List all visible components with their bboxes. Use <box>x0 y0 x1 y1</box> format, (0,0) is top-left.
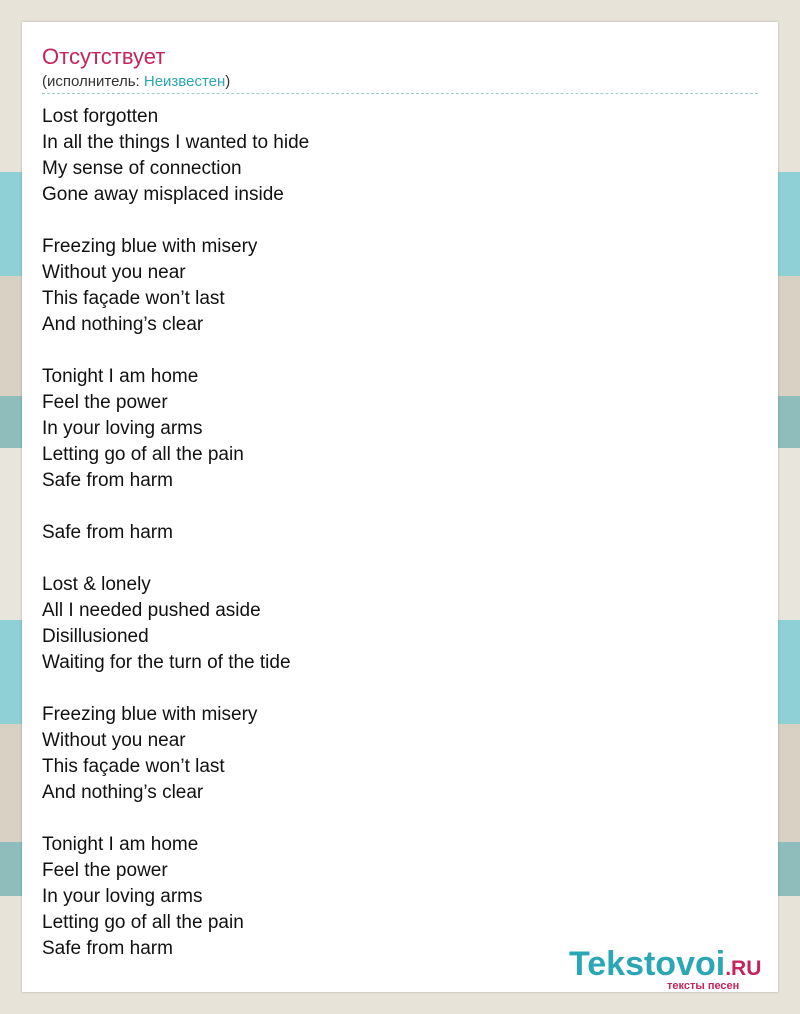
artist-link[interactable]: Неизвестен <box>143 73 226 90</box>
stanza-break <box>42 494 682 520</box>
stanza-break <box>42 676 682 702</box>
lyric-line: Letting go of all the pain <box>42 444 244 465</box>
lyric-line: Without you near <box>42 262 186 283</box>
lyric-line: In all the things I wanted to hide <box>42 132 310 153</box>
stanza-break <box>42 546 682 572</box>
lyric-line: My sense of connection <box>42 158 242 179</box>
lyric-line: Safe from harm <box>42 470 173 491</box>
lyric-line: In your loving arms <box>42 886 203 907</box>
artist-prefix: (исполнитель: <box>42 73 144 90</box>
lyrics-body <box>42 104 682 962</box>
lyric-line: Lost & lonely <box>42 574 151 595</box>
lyric-line: Safe from harm <box>42 522 173 543</box>
stanza-break <box>42 806 682 832</box>
lyric-line: Disillusioned <box>42 626 149 647</box>
lyric-line: Feel the power <box>42 392 168 413</box>
lyric-line: In your loving arms <box>42 418 203 439</box>
lyric-line: And nothing’s clear <box>42 314 204 335</box>
song-title: Отсутствует <box>42 44 166 69</box>
lyric-line: Lost forgotten <box>42 106 159 127</box>
logo-tld: .RU <box>725 957 762 980</box>
lyrics-card <box>22 22 778 992</box>
logo-tagline: тексты песен <box>667 980 740 992</box>
lyric-line: Gone away misplaced inside <box>42 184 284 205</box>
stanza-break <box>42 338 682 364</box>
stanza-break <box>42 208 682 234</box>
logo-brand: Tekstovoi <box>569 945 726 983</box>
site-logo[interactable] <box>569 944 799 994</box>
lyric-line: Tonight I am home <box>42 366 199 387</box>
lyric-line: Without you near <box>42 730 186 751</box>
lyric-line: All I needed pushed aside <box>42 600 261 621</box>
lyric-line: Waiting for the turn of the tide <box>42 652 291 673</box>
lyric-line: Tonight I am home <box>42 834 199 855</box>
lyric-line: This façade won’t last <box>42 288 225 309</box>
lyric-line: And nothing’s clear <box>42 782 204 803</box>
lyric-line: Safe from harm <box>42 938 173 959</box>
lyric-line: Letting go of all the pain <box>42 912 244 933</box>
title-divider <box>42 93 758 94</box>
lyric-line: Freezing blue with misery <box>42 236 258 257</box>
lyric-line: Feel the power <box>42 860 168 881</box>
lyric-line: Freezing blue with misery <box>42 704 258 725</box>
artist-suffix: ) <box>225 73 231 90</box>
artist-line <box>42 73 230 91</box>
lyric-line: This façade won’t last <box>42 756 225 777</box>
